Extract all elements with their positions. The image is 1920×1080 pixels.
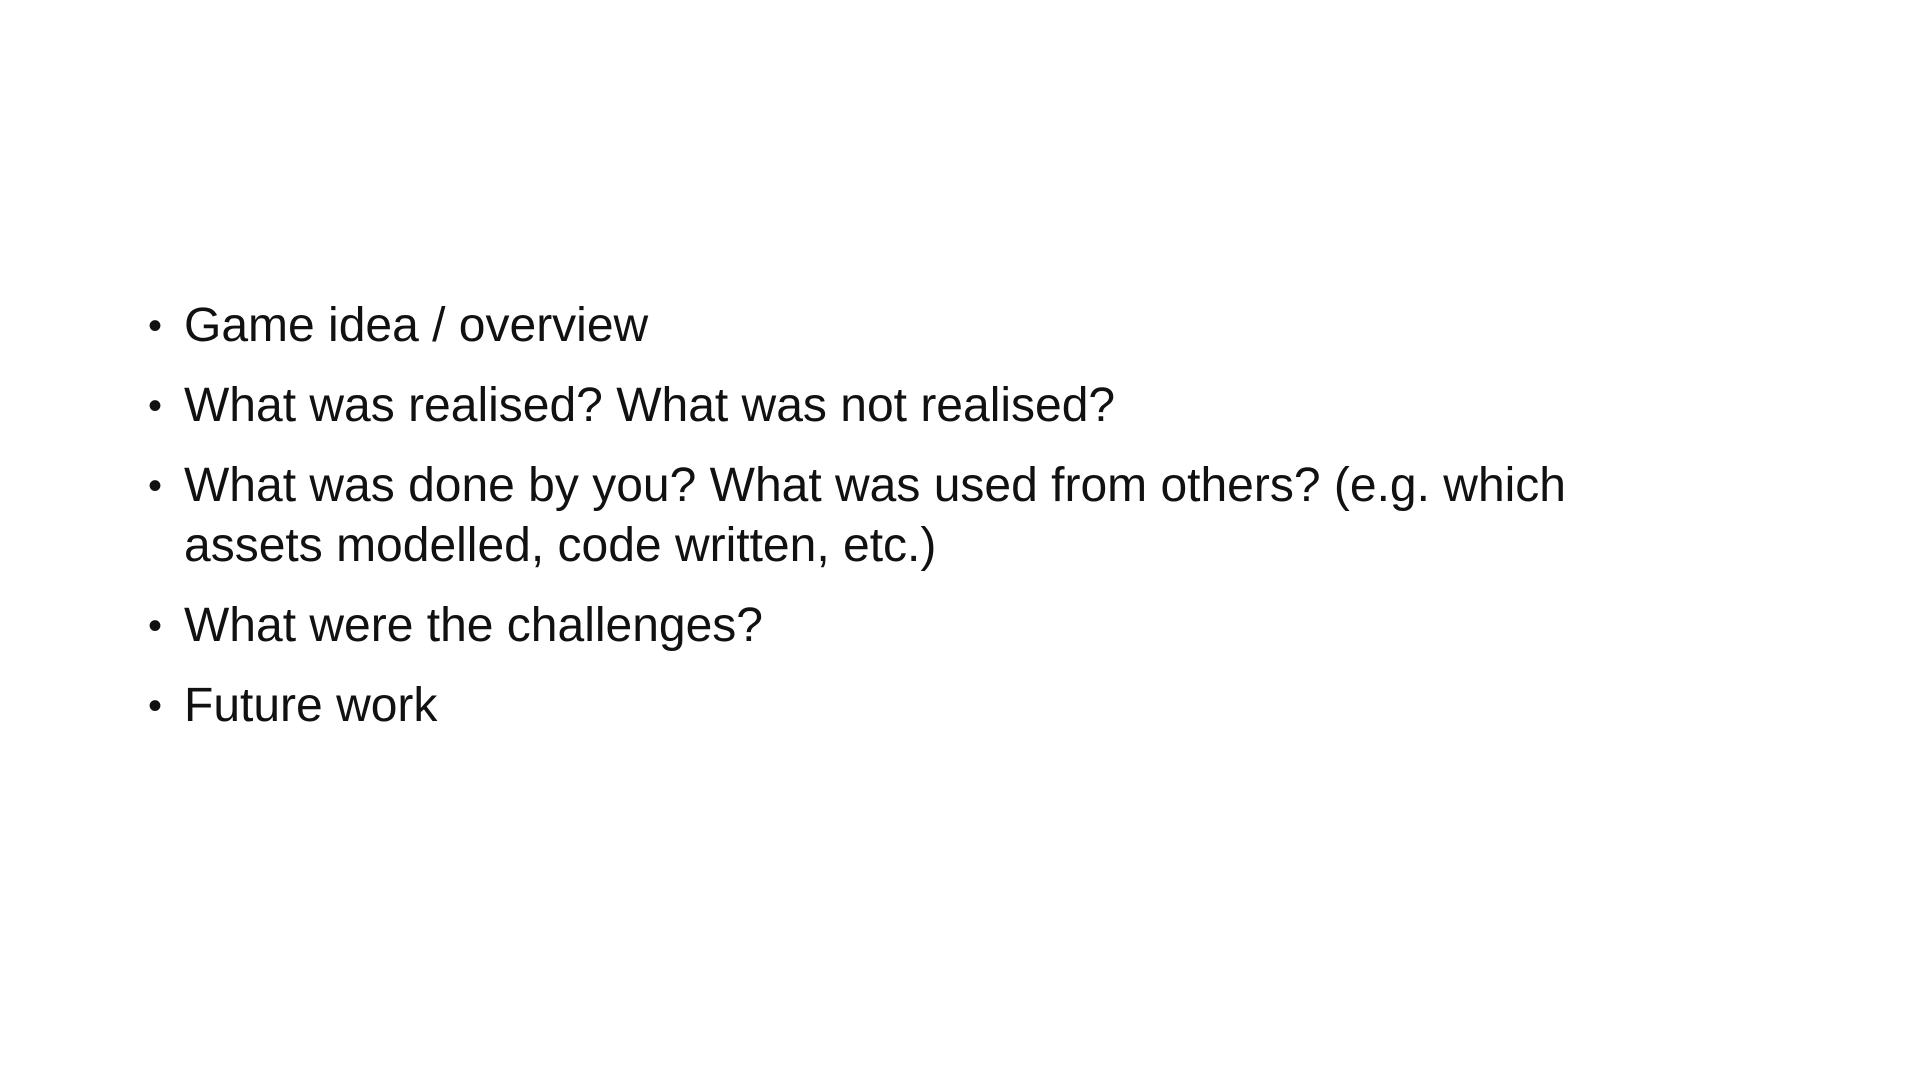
bullet-text: What were the challenges? — [184, 599, 763, 652]
bullet-icon: • — [148, 604, 163, 648]
bullet-item-challenges — [148, 596, 1808, 656]
bullet-icon: • — [148, 684, 163, 728]
bullet-icon: • — [148, 304, 163, 348]
bullet-text: What was done by you? What was used from others? (e.g. which assets modelled, code written, etc.) — [184, 459, 1566, 572]
bullet-item-future-work — [148, 676, 1808, 736]
bullet-text: Future work — [184, 679, 438, 732]
bullet-text: Game idea / overview — [184, 299, 649, 352]
bullet-item-realised — [148, 376, 1808, 436]
bullet-item-game-idea — [148, 296, 1808, 356]
bullet-item-done-by-you — [148, 456, 1808, 576]
bullet-icon: • — [148, 464, 163, 508]
bullet-list — [148, 296, 1808, 756]
bullet-text: What was realised? What was not realised? — [184, 379, 1116, 432]
bullet-icon: • — [148, 384, 163, 428]
